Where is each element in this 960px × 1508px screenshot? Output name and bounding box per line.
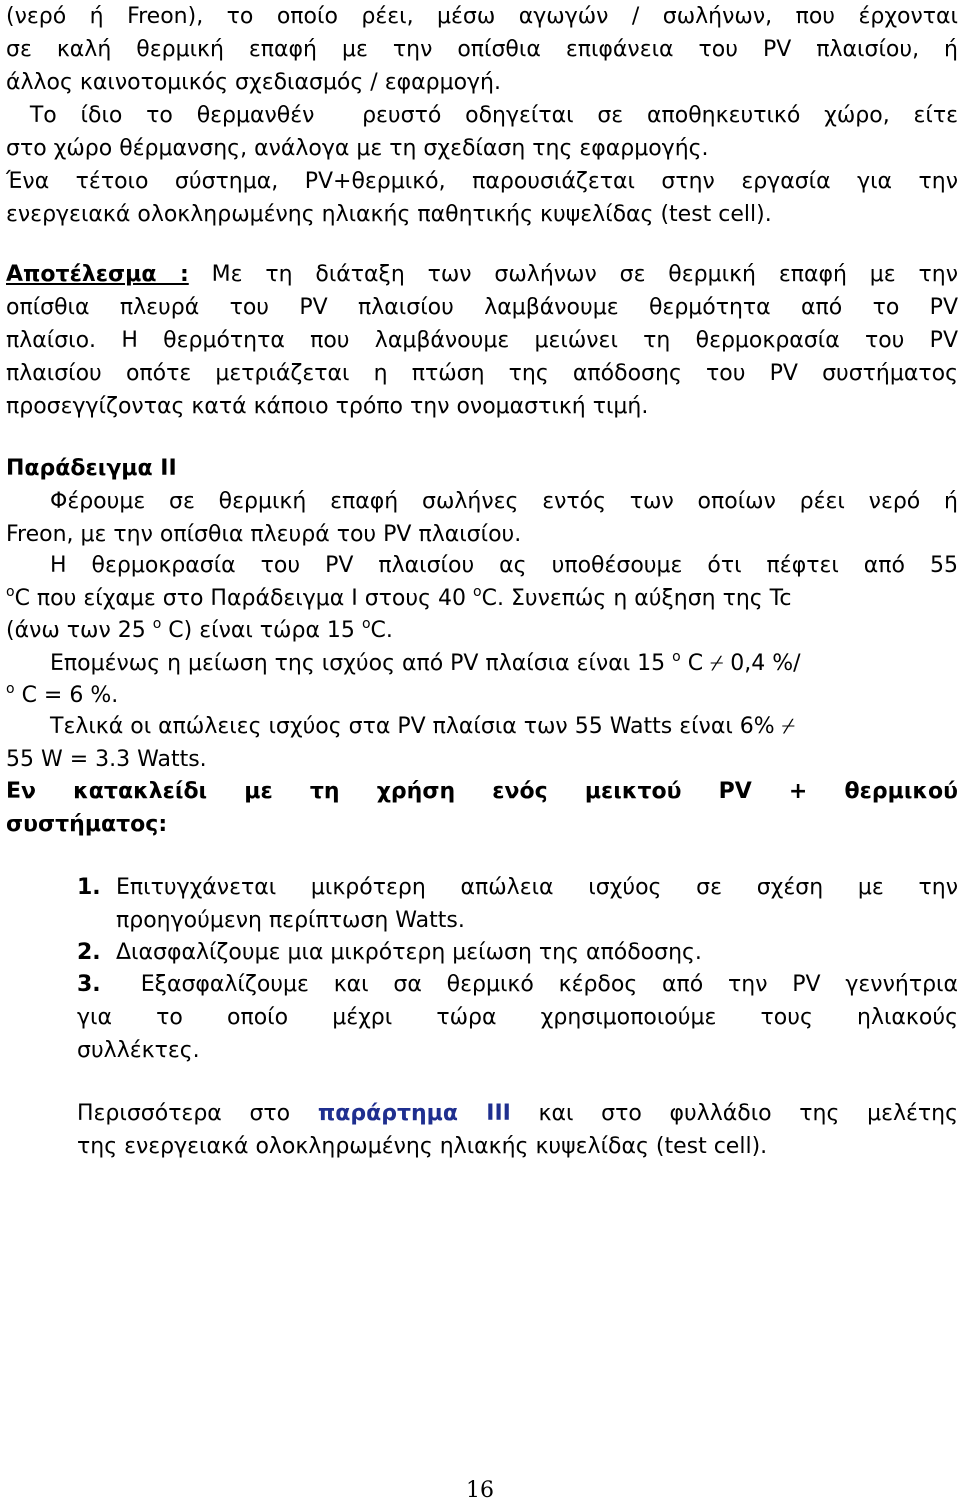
example-line-6 [50,647,958,680]
degree-mark: ο [473,584,482,600]
list-text: Διασφαλίζουμε μια μικρότερη μείωση της απόδοσης. [116,940,702,965]
more-text-pre: Περισσότερα στο [77,1101,318,1126]
page-number: 16 [466,1478,494,1503]
degree-mark: ο [152,616,162,632]
example-text-8: Τελικά οι απώλειες ισχύος στα PV πλαίσια των 55 Watts είναι 6% [50,714,782,739]
conclusion-line-1: Εν κατακλείδι με τη χρήση ενός μεικτού PV + θερμικού [6,779,958,804]
intro-line-6: Ένα τέτοιο σύστημα, PV+θερμικό, παρουσιάζεται στην εργασία για την [6,169,958,194]
example-text-5b: C) είναι τώρα 15 [161,618,362,643]
list-item-2 [77,936,958,969]
more-line-1 [77,1097,958,1130]
degree-mark: ο [6,681,15,697]
intro-line-5: στο χώρο θέρμανσης, ανάλογα με τη σχεδίαση της εφαρμογής. [6,136,709,161]
result-line-3: πλαίσιο. Η θερμότητα που λαμβάνουμε μειώνει τη θερμοκρασία του PV [6,328,958,353]
list-item-1 [77,871,958,904]
list-item-3 [77,968,958,1001]
example-line-3: Η θερμοκρασία του PV πλαισίου ας υποθέσουμε ότι πέφτει από 55 [50,553,958,578]
more-line-2: της ενεργειακά ολοκληρωμένης ηλιακής κυψελίδας (test cell). [77,1134,768,1159]
example-text-6b: C [680,651,711,676]
list-text: Επιτυγχάνεται μικρότερη απώλεια ισχύος σε σχέση με την [116,875,958,900]
example-line-2: Freon, με την οπίσθια πλευρά του PV πλαισίου. [6,522,522,547]
intro-line-1: (νερό ή Freon), το οποίο ρέει, μέσω αγωγών / σωλήνων, που έρχονται [6,4,958,29]
list-text: Εξασφαλίζουμε και σα θερμικό κέρδος από την PV γεννήτρια [116,972,958,997]
list-number: 1. [77,875,101,900]
result-line-1 [6,258,958,291]
degree-mark: ο [672,649,681,665]
conclusion-line-2: συστήματος: [6,812,168,837]
appendix-reference: παράρτημα ΙΙΙ [317,1101,511,1126]
example-line-4 [6,582,958,615]
result-line-2: οπίσθια πλευρά του PV πλαισίου λαμβάνουμε θερμότητα από το PV [6,295,958,320]
example-line-7 [6,679,958,712]
result-line-5: προσεγγίζοντας κατά κάποιο τρόπο την ονομαστική τιμή. [6,394,649,419]
example-text-6a: Επομένως η μείωση της ισχύος από PV πλαίσια είναι 15 [50,651,673,676]
result-line-4: πλαισίου οπότε μετριάζεται η πτώση της απόδοσης του PV συστήματος [6,361,958,386]
degree-mark: ο [361,616,371,632]
example-line-9: 55 W = 3.3 Watts. [6,747,207,772]
intro-line-7: ενεργειακά ολοκληρωμένης ηλιακής παθητικής κυψελίδας (test cell). [6,202,772,227]
multiply-symbol: ⌿ [710,651,724,676]
result-text-1: Με τη διάταξη των σωλήνων σε θερμική επαφή με την [188,262,959,287]
multiply-symbol: ⌿ [781,714,795,739]
example-text-5a: (άνω των 25 [6,618,153,643]
example-text-4a: C που είχαμε στο Παράδειγμα Ι στους 40 [14,586,474,611]
intro-line-3: άλλος καινοτομικός σχεδιασμός / εφαρμογή. [6,70,501,95]
example-line-1: Φέρουμε σε θερμική επαφή σωλήνες εντός των οποίων ρέει νερό ή [50,489,958,514]
list-item-1-cont: προηγούμενη περίπτωση Watts. [116,908,465,933]
more-text-post: και στο φυλλάδιο της μελέτης [510,1101,958,1126]
intro-line-2: σε καλή θερμική επαφή με την οπίσθια επιφάνεια του PV πλαισίου, ή [6,37,958,62]
intro-line-4: Το ίδιο το θερμανθέν ρευστό οδηγείται σε αποθηκευτικό χώρο, είτε [6,103,958,128]
list-item-3-cont-2: συλλέκτες. [77,1038,200,1063]
example-text-6c: 0,4 %/ [723,651,801,676]
list-item-3-cont-1: για το οποίο μέχρι τώρα χρησιμοποιούμε τους ηλιακούς [77,1005,958,1030]
example-text-7: C = 6 %. [14,683,119,708]
list-number: 2. [77,940,101,965]
example-text-5c: C. [370,618,393,643]
result-label: Αποτέλεσμα : [6,262,189,287]
example-line-8 [50,710,958,743]
example-text-4b: C. Συνεπώς η αύξηση της Tc [481,586,792,611]
list-number: 3. [77,972,101,997]
example-line-5 [6,614,958,647]
example-heading: Παράδειγμα ΙΙ [6,456,177,481]
degree-mark: ο [6,584,15,600]
